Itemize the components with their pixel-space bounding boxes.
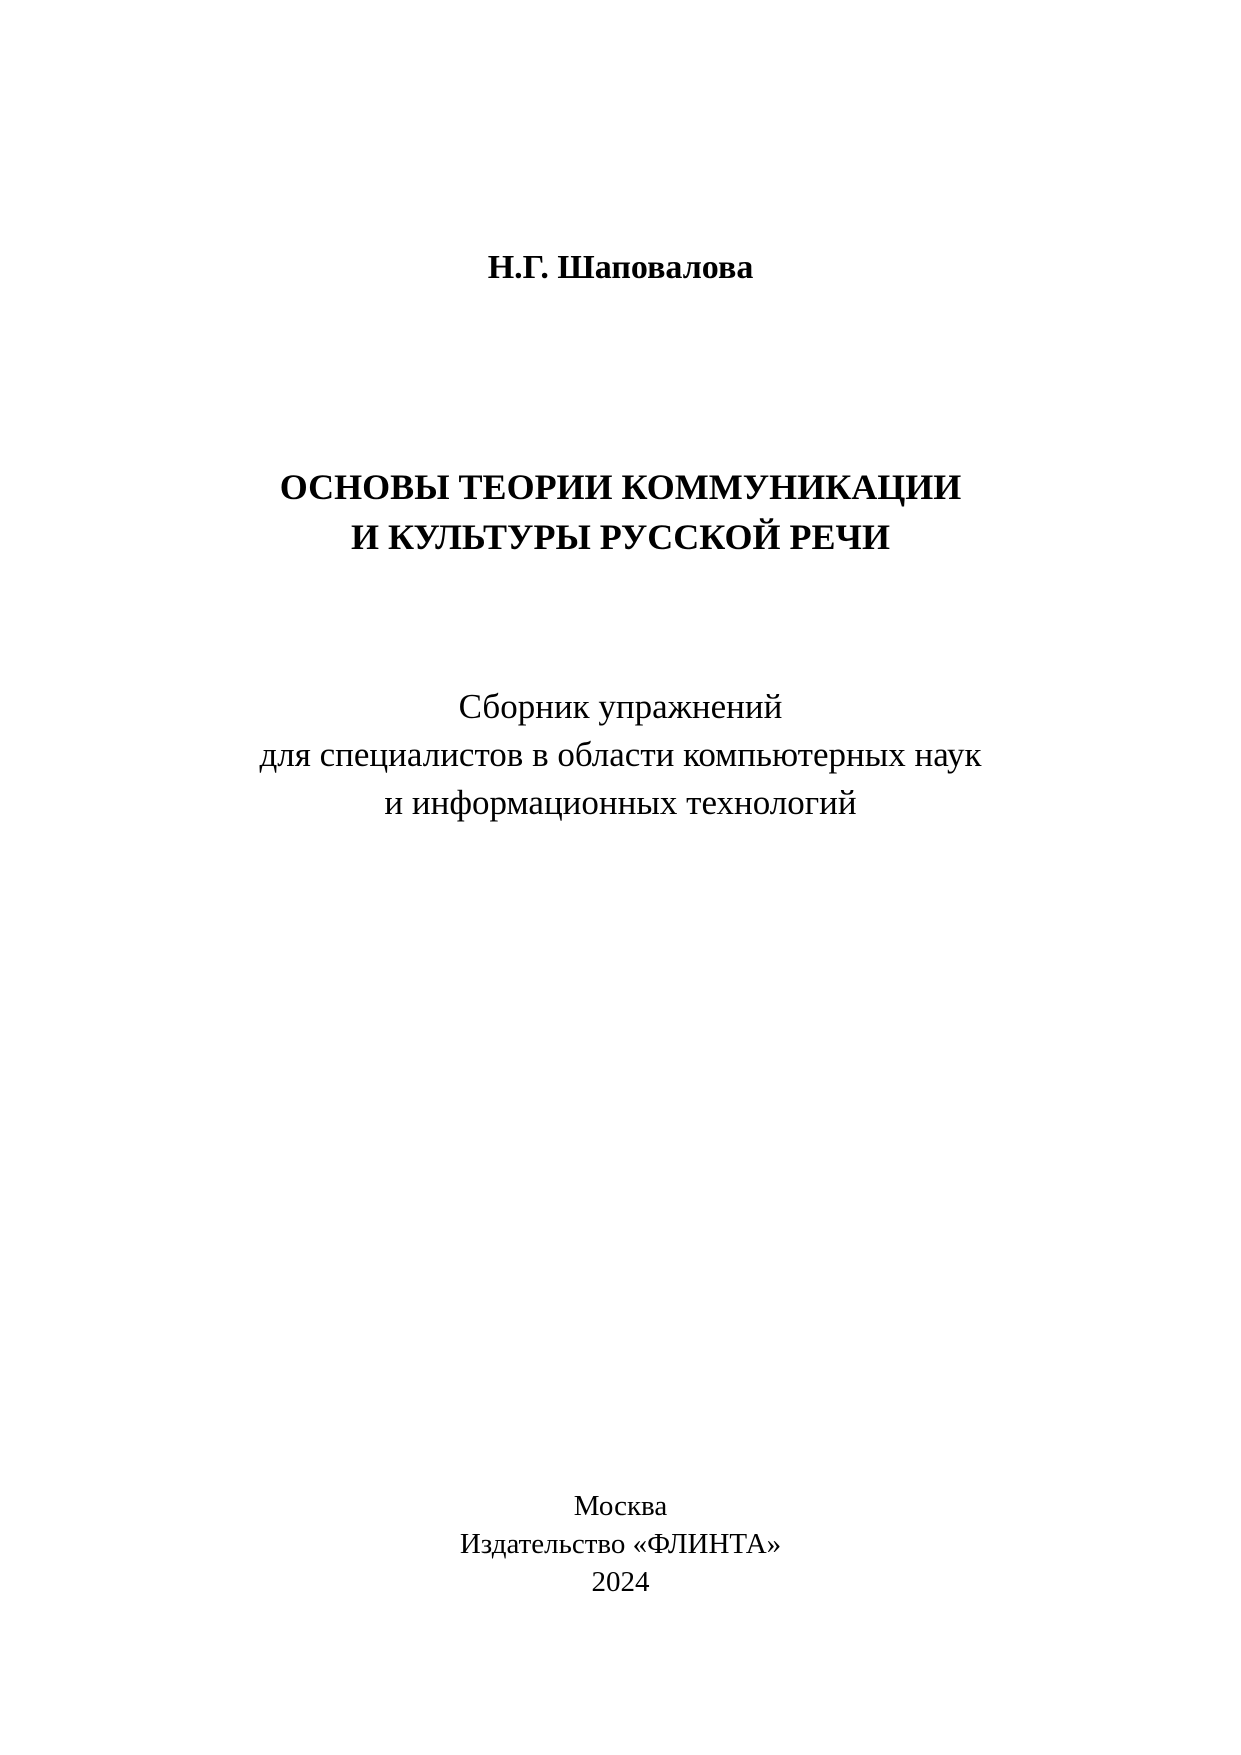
book-title-line-2: И КУЛЬТУРЫ РУССКОЙ РЕЧИ [351,517,890,557]
imprint-year: 2024 [591,1566,650,1598]
book-title [0,462,1241,562]
author-name: Н.Г. Шаповалова [487,249,754,286]
imprint-publisher: Издательство «ФЛИНТА» [459,1528,782,1560]
book-subtitle-line-2: для специалистов в области компьютерных наук [259,735,982,774]
book-subtitle-line-3: и информационных технологий [384,783,857,822]
book-subtitle [0,683,1241,827]
book-subtitle-line-1: Сборник упражнений [458,687,783,726]
book-title-line-1: ОСНОВЫ ТЕОРИИ КОММУНИКАЦИИ [279,467,962,507]
imprint [0,1487,1241,1601]
imprint-city: Москва [573,1490,668,1522]
